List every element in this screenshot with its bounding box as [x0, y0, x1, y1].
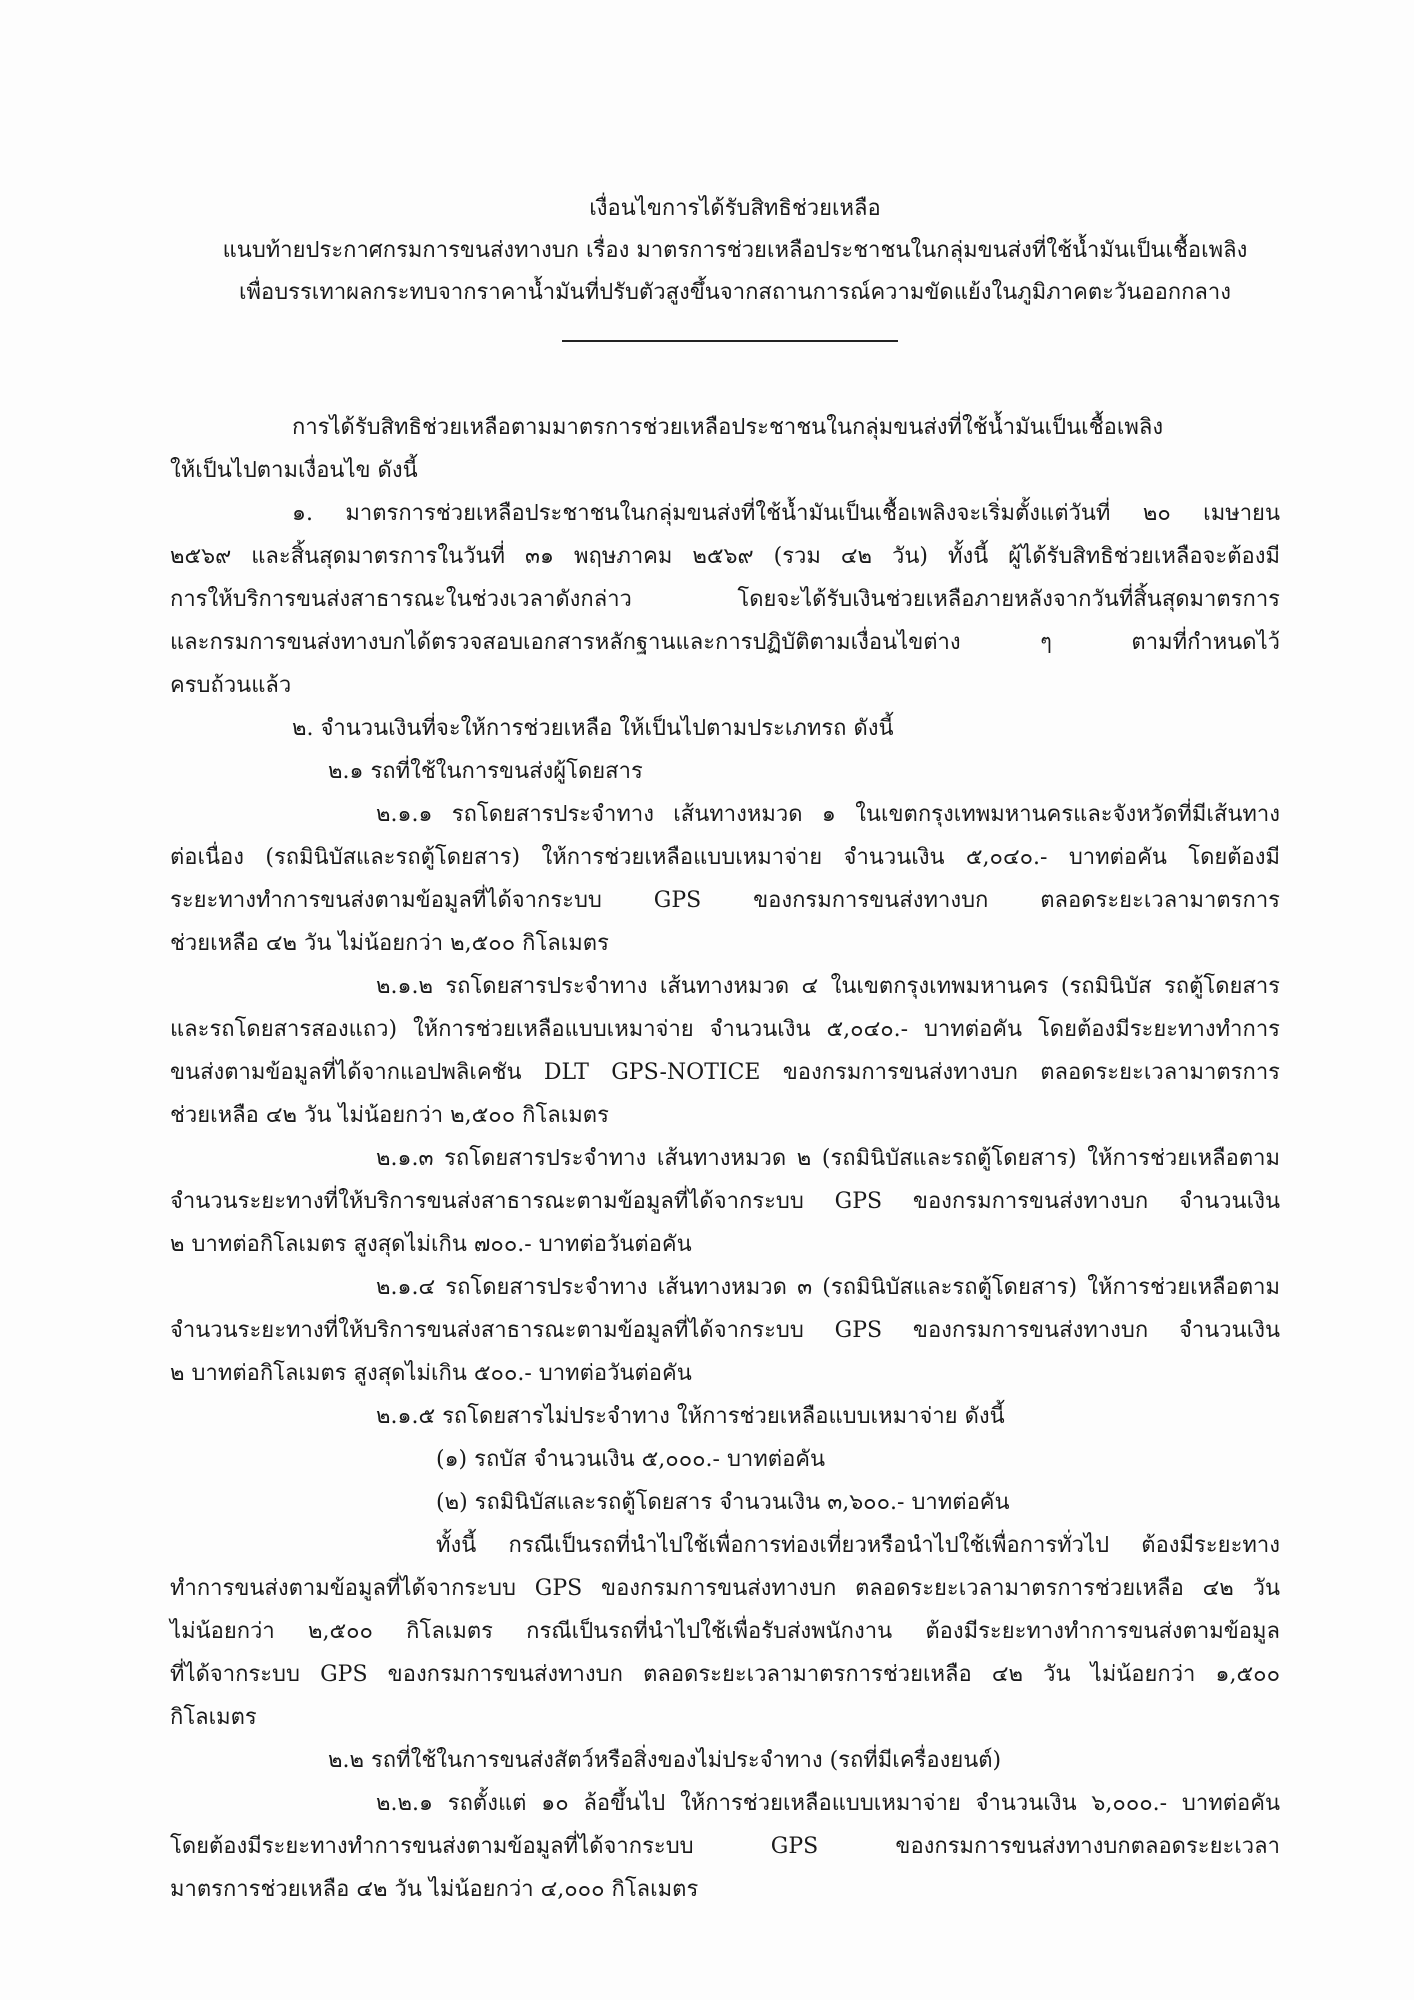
body-line: ช่วยเหลือ ๔๒ วัน ไม่น้อยกว่า ๒,๕๐๐ กิโลเมตร — [170, 1103, 609, 1128]
section-heading: ๒. จำนวนเงินที่จะให้การช่วยเหลือ ให้เป็นไปตามประเภทรถ ดังนี้ — [292, 716, 894, 741]
body-line: ช่วยเหลือ ๔๒ วัน ไม่น้อยกว่า ๒,๕๐๐ กิโลเมตร — [170, 931, 609, 956]
subsection-heading: ๒.๑ รถที่ใช้ในการขนส่งผู้โดยสาร — [328, 759, 643, 784]
body-line: ขนส่งตามข้อมูลที่ได้จากแอปพลิเคชัน DLT GPS-NOTICE ของกรมการขนส่งทางบก ตลอดระยะเวลามาตรการ — [170, 1060, 1280, 1085]
body-line: ๒.๑.๒ รถโดยสารประจำทาง เส้นทางหมวด ๔ ในเขตกรุงเทพมหานคร (รถมินิบัส รถตู้โดยสาร — [376, 974, 1280, 999]
body-line: ที่ได้จากระบบ GPS ของกรมการขนส่งทางบก ตลอดระยะเวลามาตรการช่วยเหลือ ๔๒ วัน ไม่น้อยกว่า ๑,๕๐๐ — [170, 1662, 1280, 1687]
subsection-heading: ๒.๒ รถที่ใช้ในการขนส่งสัตว์หรือสิ่งของไม่ประจำทาง (รถที่มีเครื่องยนต์) — [328, 1748, 1002, 1773]
body-line: จำนวนระยะทางที่ให้บริการขนส่งสาธารณะตามข้อมูลที่ได้จากระบบ GPS ของกรมการขนส่งทางบก จำนวนเงิน — [170, 1189, 1280, 1214]
document-title: เงื่อนไขการได้รับสิทธิช่วยเหลือ — [589, 196, 881, 221]
body-line: ไม่น้อยกว่า ๒,๕๐๐ กิโลเมตร กรณีเป็นรถที่นำไปใช้เพื่อรับส่งพนักงาน ต้องมีระยะทางทำการขนส่งตามข้อมูล — [170, 1619, 1280, 1644]
body-line: มาตรการช่วยเหลือ ๔๒ วัน ไม่น้อยกว่า ๔,๐๐๐ กิโลเมตร — [170, 1877, 699, 1902]
body-line: ทำการขนส่งตามข้อมูลที่ได้จากระบบ GPS ของกรมการขนส่งทางบก ตลอดระยะเวลามาตรการช่วยเหลือ ๔๒ วัน — [170, 1576, 1280, 1601]
body-line: ๒.๑.๕ รถโดยสารไม่ประจำทาง ให้การช่วยเหลือแบบเหมาจ่าย ดังนี้ — [376, 1404, 1005, 1429]
body-line: ๒.๑.๔ รถโดยสารประจำทาง เส้นทางหมวด ๓ (รถมินิบัสและรถตู้โดยสาร) ให้การช่วยเหลือตาม — [376, 1275, 1280, 1300]
body-line: ๒.๒.๑ รถตั้งแต่ ๑๐ ล้อขึ้นไป ให้การช่วยเหลือแบบเหมาจ่าย จำนวนเงิน ๖,๐๐๐.- บาทต่อคัน — [376, 1791, 1280, 1816]
body-line: ๒.๑.๑ รถโดยสารประจำทาง เส้นทางหมวด ๑ ในเขตกรุงเทพมหานครและจังหวัดที่มีเส้นทาง — [376, 802, 1280, 827]
body-line: ให้เป็นไปตามเงื่อนไข ดังนี้ — [170, 458, 418, 483]
body-line: การให้บริการขนส่งสาธารณะในช่วงเวลาดังกล่าว โดยจะได้รับเงินช่วยเหลือภายหลังจากวันที่สิ้นสุดมาตรการ — [170, 587, 1280, 612]
document-header — [180, 188, 1290, 314]
document-subtitle-line-1: แนบท้ายประกาศกรมการขนส่งทางบก เรื่อง มาตรการช่วยเหลือประชาชนในกลุ่มขนส่งที่ใช้น้ำมันเป็นเชื้อเพลิง — [222, 238, 1248, 263]
body-line: ครบถ้วนแล้ว — [170, 673, 292, 698]
title-divider — [562, 340, 898, 342]
body-line: โดยต้องมีระยะทางทำการขนส่งตามข้อมูลที่ได้จากระบบ GPS ของกรมการขนส่งทางบกตลอดระยะเวลา — [170, 1834, 1280, 1859]
list-item: (๒) รถมินิบัสและรถตู้โดยสาร จำนวนเงิน ๓,๖๐๐.- บาทต่อคัน — [436, 1490, 1010, 1515]
body-line: การได้รับสิทธิช่วยเหลือตามมาตรการช่วยเหลือประชาชนในกลุ่มขนส่งที่ใช้น้ำมันเป็นเชื้อเพลิง — [292, 415, 1164, 440]
body-line: จำนวนระยะทางที่ให้บริการขนส่งสาธารณะตามข้อมูลที่ได้จากระบบ GPS ของกรมการขนส่งทางบก จำนวนเงิน — [170, 1318, 1280, 1343]
body-line: ๒.๑.๓ รถโดยสารประจำทาง เส้นทางหมวด ๒ (รถมินิบัสและรถตู้โดยสาร) ให้การช่วยเหลือตาม — [376, 1146, 1280, 1171]
body-line: และรถโดยสารสองแถว) ให้การช่วยเหลือแบบเหมาจ่าย จำนวนเงิน ๕,๐๔๐.- บาทต่อคัน โดยต้องมีระยะทางทำการ — [170, 1017, 1280, 1042]
body-line: ๑. มาตรการช่วยเหลือประชาชนในกลุ่มขนส่งที่ใช้น้ำมันเป็นเชื้อเพลิงจะเริ่มตั้งแต่วันที่ ๒๐ เมษายน — [292, 501, 1280, 526]
body-line: และกรมการขนส่งทางบกได้ตรวจสอบเอกสารหลักฐานและการปฏิบัติตามเงื่อนไขต่าง ๆ ตามที่กำหนดไว้ — [170, 630, 1280, 655]
list-item: (๑) รถบัส จำนวนเงิน ๕,๐๐๐.- บาทต่อคัน — [436, 1447, 826, 1472]
body-line: ต่อเนื่อง (รถมินิบัสและรถตู้โดยสาร) ให้การช่วยเหลือแบบเหมาจ่าย จำนวนเงิน ๕,๐๔๐.- บาทต่อคัน โดยต้องมี — [170, 845, 1280, 870]
body-line: ทั้งนี้ กรณีเป็นรถที่นำไปใช้เพื่อการท่องเที่ยวหรือนำไปใช้เพื่อการทั่วไป ต้องมีระยะทาง — [436, 1533, 1280, 1558]
body-line: ระยะทางทำการขนส่งตามข้อมูลที่ได้จากระบบ GPS ของกรมการขนส่งทางบก ตลอดระยะเวลามาตรการ — [170, 888, 1280, 913]
body-line: ๒ บาทต่อกิโลเมตร สูงสุดไม่เกิน ๗๐๐.- บาทต่อวันต่อคัน — [170, 1232, 692, 1257]
body-line: ๒๕๖๙ และสิ้นสุดมาตรการในวันที่ ๓๑ พฤษภาคม ๒๕๖๙ (รวม ๔๒ วัน) ทั้งนี้ ผู้ได้รับสิทธิช่วยเหลือจะต้องมี — [170, 544, 1280, 569]
body-line: กิโลเมตร — [170, 1705, 257, 1730]
body-line: ๒ บาทต่อกิโลเมตร สูงสุดไม่เกิน ๕๐๐.- บาทต่อวันต่อคัน — [170, 1361, 692, 1386]
document-subtitle-line-2: เพื่อบรรเทาผลกระทบจากราคาน้ำมันที่ปรับตัวสูงขึ้นจากสถานการณ์ความขัดแย้งในภูมิภาคตะวันออกกลาง — [238, 280, 1232, 305]
